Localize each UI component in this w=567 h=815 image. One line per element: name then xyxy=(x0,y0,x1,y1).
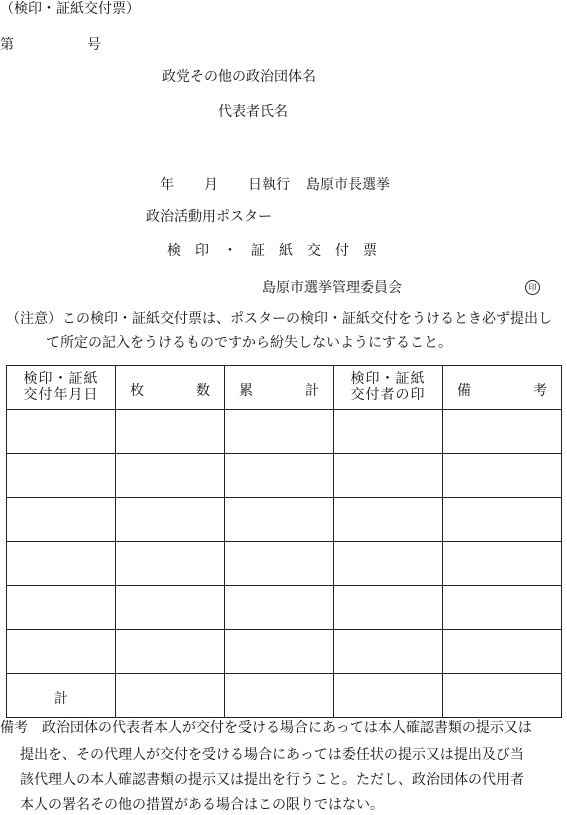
header-issue-date-line2: 交付年月日 xyxy=(23,387,99,403)
poster-type: 政治活動用ポスター xyxy=(146,209,272,225)
table-cell[interactable] xyxy=(334,498,443,542)
table-cell[interactable] xyxy=(225,630,334,674)
slip-title: 検 印 ・ 証 紙 交 付 票 xyxy=(167,243,377,259)
election-name: 島原市長選挙 xyxy=(306,177,390,193)
header-issue-date xyxy=(7,366,116,410)
election-month: 月 xyxy=(204,177,218,193)
table-cell[interactable] xyxy=(225,410,334,454)
table-row xyxy=(7,454,562,498)
remarks-line-3: 該代理人の本人確認書類の提示又は提出を行うこと。ただし、政治団体の代用者 xyxy=(20,772,524,788)
total-label-cell xyxy=(7,674,116,718)
table-cell[interactable] xyxy=(116,586,225,630)
total-row xyxy=(7,674,562,718)
table-cell[interactable] xyxy=(443,674,562,718)
table-cell[interactable] xyxy=(7,498,116,542)
table-cell[interactable] xyxy=(225,586,334,630)
table-cell[interactable] xyxy=(443,542,562,586)
table-row xyxy=(7,630,562,674)
representative-label: 代表者氏名 xyxy=(218,104,288,120)
header-count-right: 数 xyxy=(196,383,210,399)
election-year: 年 xyxy=(160,177,174,193)
ledger-header-row xyxy=(7,366,562,410)
table-cell[interactable] xyxy=(334,454,443,498)
table-cell[interactable] xyxy=(443,498,562,542)
issuer-name: 島原市選挙管理委員会 xyxy=(262,280,402,296)
table-cell[interactable] xyxy=(116,410,225,454)
table-cell[interactable] xyxy=(116,542,225,586)
table-cell[interactable] xyxy=(334,674,443,718)
table-cell[interactable] xyxy=(225,454,334,498)
party-name-label: 政党その他の政治団体名 xyxy=(162,69,316,85)
table-cell[interactable] xyxy=(7,542,116,586)
issuance-ledger xyxy=(6,365,562,718)
table-cell[interactable] xyxy=(116,630,225,674)
table-cell[interactable] xyxy=(7,630,116,674)
seal-icon: 印 xyxy=(525,280,540,295)
header-issuer-seal-line1: 検印・証紙 xyxy=(350,371,426,387)
table-cell[interactable] xyxy=(334,630,443,674)
header-issue-date-line1: 検印・証紙 xyxy=(23,371,99,387)
number-suffix: 号 xyxy=(87,37,101,53)
table-cell[interactable] xyxy=(443,630,562,674)
table-cell[interactable] xyxy=(443,454,562,498)
header-count-left: 枚 xyxy=(130,383,144,399)
table-cell[interactable] xyxy=(7,410,116,454)
header-remarks xyxy=(443,366,562,410)
table-cell[interactable] xyxy=(7,454,116,498)
number-prefix: 第 xyxy=(0,37,14,53)
header-tag: （検印・証紙交付票） xyxy=(0,1,140,17)
header-issuer-seal-line2: 交付者の印 xyxy=(350,387,426,403)
table-cell[interactable] xyxy=(334,410,443,454)
table-row xyxy=(7,542,562,586)
table-cell[interactable] xyxy=(116,674,225,718)
table-cell[interactable] xyxy=(116,454,225,498)
notice-line-1: （注意）この検印・証紙交付票は、ポスターの検印・証紙交付をうけるとき必ず提出し xyxy=(6,311,552,327)
header-remarks-right: 考 xyxy=(533,383,547,399)
table-row xyxy=(7,586,562,630)
table-cell[interactable] xyxy=(334,586,443,630)
header-cumulative xyxy=(225,366,334,410)
table-cell[interactable] xyxy=(225,674,334,718)
header-count xyxy=(116,366,225,410)
table-cell[interactable] xyxy=(443,410,562,454)
remarks-line-4: 本人の署名その他の措置がある場合はこの限りではない。 xyxy=(20,797,384,813)
notice-line-2: て所定の記入をうけるものですから紛失しないようにすること。 xyxy=(46,335,452,351)
remarks-line-1: 備考 政治団体の代表者本人が交付を受ける場合にあっては本人確認書類の提示又は xyxy=(0,720,532,736)
total-label: 計 xyxy=(54,691,68,707)
table-cell[interactable] xyxy=(116,498,225,542)
remarks-line-2: 提出を、その代理人が交付を受ける場合にあっては委任状の提示又は提出及び当 xyxy=(20,747,524,763)
election-day: 日執行 xyxy=(248,177,290,193)
table-cell[interactable] xyxy=(225,498,334,542)
table-cell[interactable] xyxy=(7,586,116,630)
header-cumulative-right: 計 xyxy=(305,383,319,399)
table-cell[interactable] xyxy=(443,586,562,630)
table-row xyxy=(7,410,562,454)
header-remarks-left: 備 xyxy=(457,383,471,399)
table-row xyxy=(7,498,562,542)
header-issuer-seal xyxy=(334,366,443,410)
table-cell[interactable] xyxy=(225,542,334,586)
table-cell[interactable] xyxy=(334,542,443,586)
header-cumulative-left: 累 xyxy=(239,383,253,399)
